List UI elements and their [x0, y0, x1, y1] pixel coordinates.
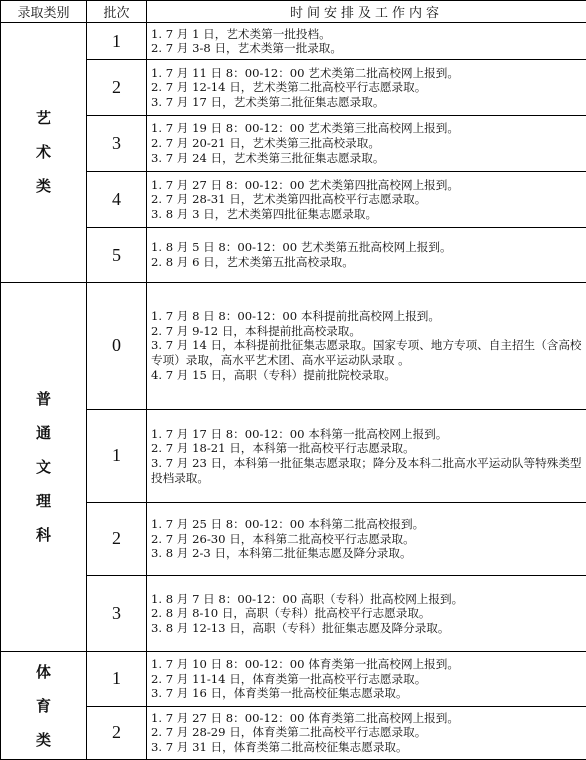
schedule-item: 2. 7 月 28-29 日，体育类第二批高校平行志愿录取。 [151, 725, 427, 740]
schedule-list [151, 657, 586, 701]
category-char: 体 [35, 662, 51, 681]
header-content: 时间安排及工作内容 [147, 1, 586, 23]
category-char: 文 [35, 457, 51, 476]
schedule-list [151, 592, 586, 636]
schedule-body [1, 23, 586, 760]
schedule-item: 2. 8 月 8-10 日，高职（专科）批高校平行志愿录取。 [151, 606, 431, 621]
schedule-content [147, 409, 586, 503]
table-row [1, 172, 586, 228]
category-char: 术 [35, 143, 51, 162]
schedule-item: 2. 7 月 28-31 日，艺术类第四批高校平行志愿录取。 [151, 192, 427, 207]
schedule-item: 4. 7 月 15 日，高职（专科）提前批院校录取。 [151, 367, 397, 382]
schedule-item: 3. 7 月 17 日，艺术类第二批征集志愿录取。 [151, 94, 385, 109]
schedule-item: 1. 7 月 27 日 8：00-12：00 体育类第二批高校网上报到。 [151, 710, 459, 725]
category-char: 通 [35, 423, 51, 442]
schedule-content [147, 652, 586, 706]
schedule-list [151, 121, 586, 165]
batch-number: 3 [87, 115, 147, 171]
schedule-item: 1. 8 月 5 日 8：00-12：00 艺术类第五批高校网上报到。 [151, 240, 452, 255]
batch-number: 3 [87, 575, 147, 652]
schedule-item: 3. 7 月 14 日，本科提前批征集志愿录取。国家专项、地方专项、自主招生（含高校专项）录取，高水平艺术团、高水平运动队录取 。 [151, 338, 582, 367]
schedule-content [147, 172, 586, 228]
table-row [1, 23, 586, 60]
schedule-item: 3. 7 月 23 日，本科第一批征集志愿录取；降分及本科二批高水平运动队等特殊类型投档录取。 [151, 455, 582, 485]
table-row [1, 228, 586, 282]
table-row [1, 652, 586, 706]
category-art [1, 23, 87, 283]
category-char: 类 [35, 730, 51, 749]
category-char: 普 [35, 389, 51, 408]
schedule-item: 2. 7 月 20-21 日，艺术类第三批高校录取。 [151, 136, 380, 151]
schedule-item: 1. 7 月 8 日 8：00-12：00 本科提前批高校网上报到。 [151, 309, 440, 324]
batch-number: 2 [87, 503, 147, 575]
table-row [1, 575, 586, 652]
schedule-item: 2. 8 月 6 日，艺术类第五批高校录取。 [151, 255, 354, 270]
schedule-item: 1. 7 月 19 日 8：00-12：00 艺术类第三批高校网上报到。 [151, 121, 459, 136]
schedule-content [147, 503, 586, 575]
schedule-item: 1. 7 月 11 日 8：00-12：00 艺术类第二批高校网上报到。 [151, 65, 459, 80]
category-char: 育 [35, 696, 51, 715]
header-category: 录取类别 [1, 1, 87, 23]
batch-number: 1 [87, 23, 147, 60]
batch-number: 1 [87, 409, 147, 503]
schedule-item: 3. 8 月 12-13 日，高职（专科）批征集志愿及降分录取。 [151, 620, 450, 635]
schedule-item: 2. 7 月 9-12 日，本科提前批高校录取。 [151, 323, 361, 338]
schedule-list [151, 309, 586, 382]
schedule-item: 3. 7 月 31 日，体育类第二批高校征集志愿录取。 [151, 740, 408, 755]
table-row [1, 282, 586, 409]
schedule-item: 1. 7 月 27 日 8：00-12：00 艺术类第四批高校网上报到。 [151, 177, 459, 192]
schedule-item: 3. 7 月 24 日，艺术类第三批征集志愿录取。 [151, 150, 385, 165]
table-row [1, 706, 586, 759]
schedule-item: 2. 7 月 26-30 日，本科第二批高校平行志愿录取。 [151, 531, 415, 546]
category-char: 理 [35, 491, 51, 510]
schedule-content [147, 575, 586, 652]
schedule-content [147, 60, 586, 115]
schedule-item: 2. 7 月 3-8 日，艺术类第一批录取。 [151, 41, 342, 56]
schedule-item: 3. 8 月 3 日，艺术类第四批征集志愿录取。 [151, 206, 378, 221]
batch-number: 1 [87, 652, 147, 706]
batch-number: 2 [87, 60, 147, 115]
table-row [1, 409, 586, 503]
category-general [1, 282, 87, 651]
batch-number: 0 [87, 282, 147, 409]
batch-number: 2 [87, 706, 147, 759]
table-row [1, 115, 586, 171]
schedule-item: 2. 7 月 12-14 日，艺术类第二批高校平行志愿录取。 [151, 80, 427, 95]
schedule-item: 2. 7 月 11-14 日，体育类第一批高校平行志愿录取。 [151, 671, 427, 686]
schedule-list [151, 517, 586, 561]
schedule-list [151, 240, 586, 269]
schedule-list [151, 27, 586, 56]
schedule-item: 1. 8 月 7 日 8：00-12：00 高职（专科）批高校网上报到。 [151, 591, 464, 606]
category-char: 类 [35, 177, 51, 196]
schedule-item: 3. 8 月 2-3 日，本科第二批征集志愿及降分录取。 [151, 546, 412, 561]
schedule-item: 2. 7 月 18-21 日，本科第一批高校平行志愿录取。 [151, 441, 415, 456]
schedule-content [147, 282, 586, 409]
schedule-content [147, 228, 586, 282]
table-row [1, 503, 586, 575]
schedule-item: 3. 7 月 16 日，体育类第一批高校征集志愿录取。 [151, 686, 408, 701]
schedule-content [147, 23, 586, 60]
schedule-list [151, 178, 586, 222]
batch-number: 5 [87, 228, 147, 282]
header-row [1, 1, 586, 23]
schedule-item: 1. 7 月 10 日 8：00-12：00 体育类第一批高校网上报到。 [151, 657, 459, 671]
category-char: 艺 [35, 109, 51, 128]
schedule-list [151, 711, 586, 755]
schedule-content [147, 115, 586, 171]
table-row [1, 60, 586, 115]
schedule-item: 1. 7 月 1 日，艺术类第一批投档。 [151, 26, 331, 41]
schedule-item: 1. 7 月 25 日 8：00-12：00 本科第二批高校报到。 [151, 517, 425, 532]
category-char: 科 [35, 525, 51, 544]
batch-number: 4 [87, 172, 147, 228]
header-batch: 批次 [87, 1, 147, 23]
schedule-item: 1. 7 月 17 日 8：00-12：00 本科第一批高校网上报到。 [151, 426, 448, 441]
schedule-content [147, 706, 586, 759]
category-sports [1, 652, 87, 760]
schedule-list [151, 66, 586, 110]
schedule-list [151, 427, 586, 485]
